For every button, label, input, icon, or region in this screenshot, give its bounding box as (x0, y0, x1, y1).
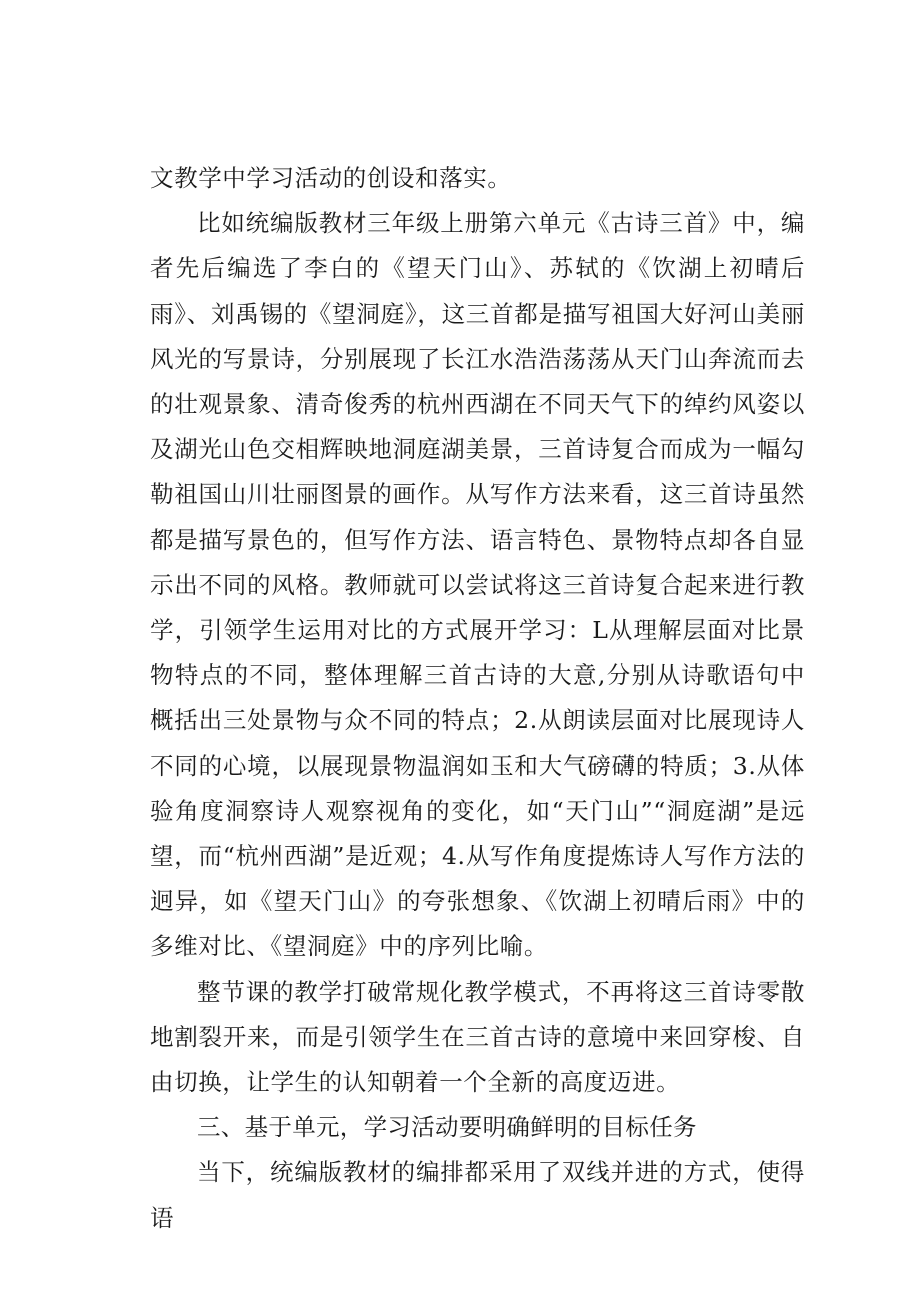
section-heading: 三、基于单元，学习活动要明确鲜明的目标任务 (197, 1113, 697, 1142)
paragraph-continuation: 文教学中学习活动的创设和落实。 (150, 164, 512, 192)
paragraph-poem-example: 比如统编版教材三年级上册第六单元《古诗三首》中，编者先后编选了李白的《望天门山》、苏轼的《饮湖上初晴后雨》、刘禹锡的《望洞庭》，这三首都是描写祖国大好河山美丽风光的写景诗，分别展现了长江水浩浩荡荡从天门山奔流而去的壮观景象、清奇俊秀的杭州西湖在不同天气下的绰约风姿以及湖光山色交相辉映地洞庭湖美景，三首诗复合而成为一幅勾勒祖国山川壮丽图景的画作。从写作方法来看，这三首诗虽然都是描写景色的，但写作方法、语言特色、景物特点却各自显示出不同的风格。教师就可以尝试将这三首诗复合起来进行教学，引领学生运用对比的方式展开学习：L从理解层面对比景物特点的不同，整体理解三首古诗的大意,分别从诗歌语句中概括出三处景物与众不同的特点；2.从朗读层面对比展现诗人不同的心境，以展现景物温润如玉和大气磅礴的特质；3.从体验角度洞察诗人观察视角的变化，如“天门山”“洞庭湖”是远望，而“杭州西湖”是近观；4.从写作角度提炼诗人写作方法的迥异，如《望天门山》的夸张想象、《饮湖上初晴后雨》中的多维对比、《望洞庭》中的序列比喻。 (150, 209, 805, 961)
document-body (150, 156, 805, 1241)
paragraph-lesson-summary: 整节课的教学打破常规化教学模式，不再将这三首诗零散地割裂开来，而是引领学生在三首古诗的意境中来回穿梭、自由切换，让学生的认知朝着一个全新的高度迈进。 (150, 977, 805, 1097)
paragraph-section-start: 当下，统编版教材的编排都采用了双线并进的方式，使得语 (150, 1158, 805, 1232)
